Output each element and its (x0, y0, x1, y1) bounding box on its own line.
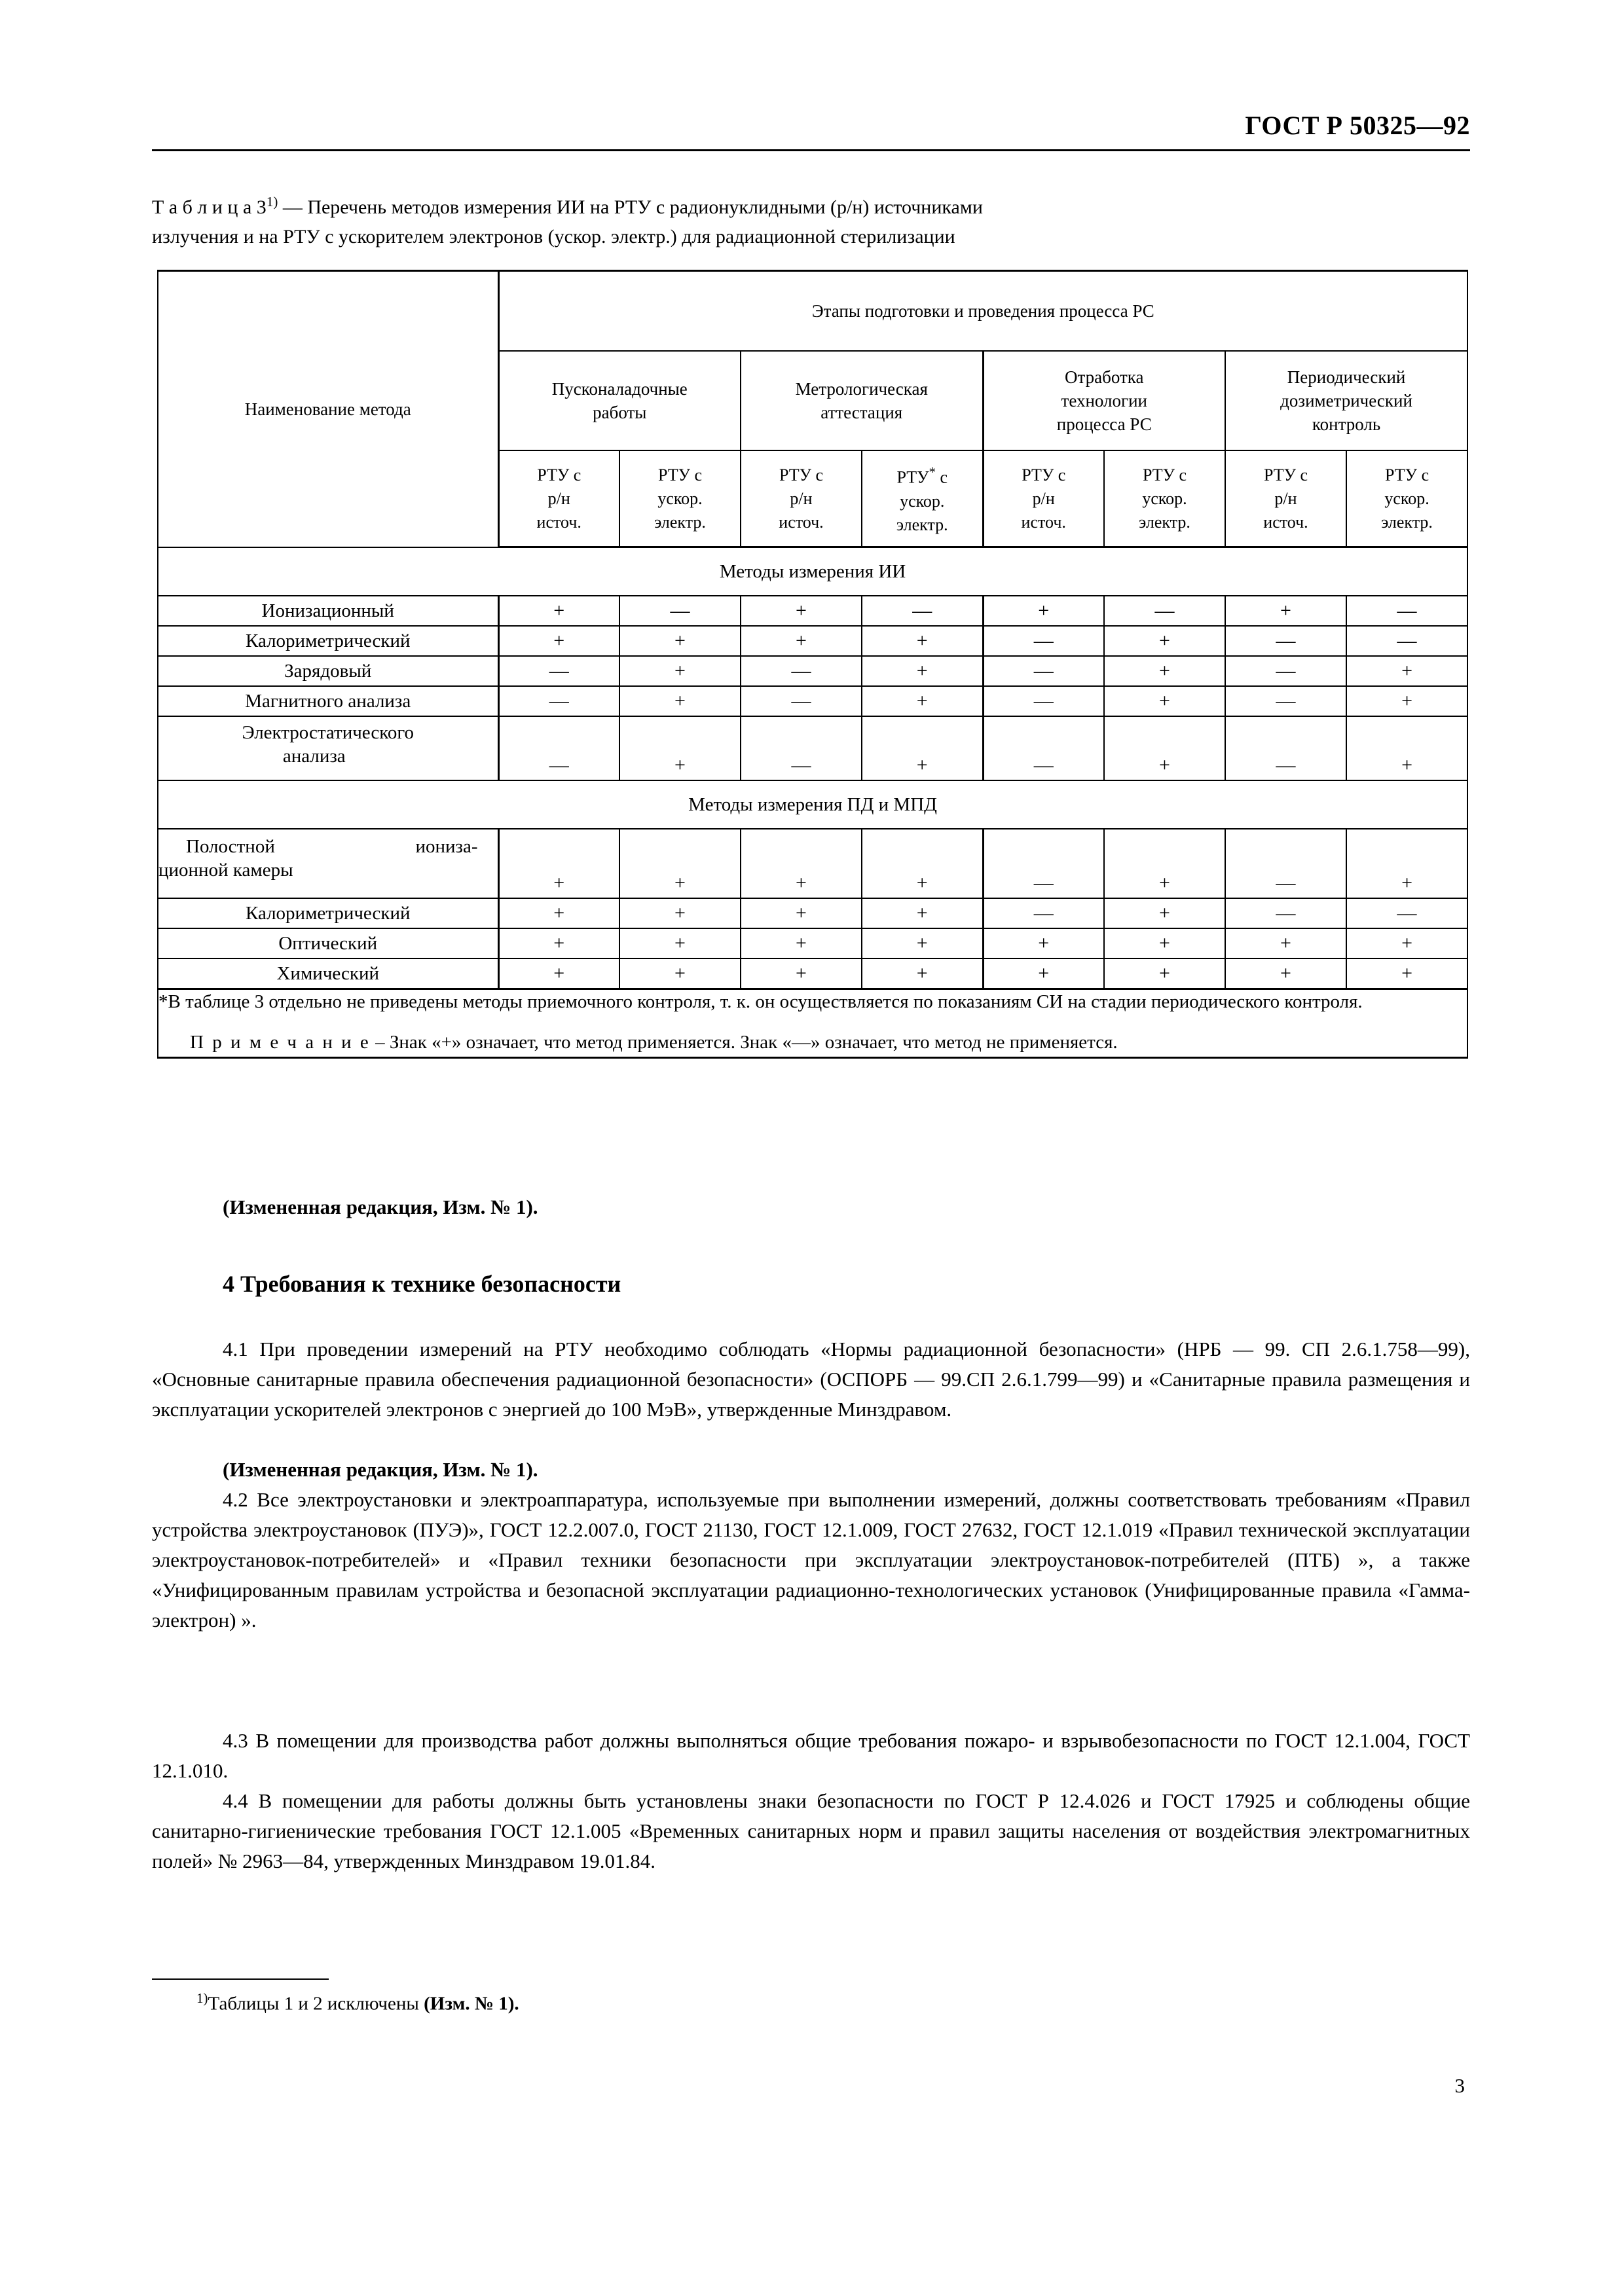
header-group-periodic-control (1225, 351, 1467, 450)
subheader-col-6 (1104, 450, 1225, 547)
subheader-line1: РТУ с (1022, 465, 1066, 484)
cell-value: + (983, 928, 1104, 958)
subheader-line2: р/н (1032, 488, 1055, 508)
section-title-pd: Методы измерения ПД и МПД (158, 780, 1467, 829)
note-body: – Знак «+» означает, что метод применяется. Знак «—» означает, что метод не применяется. (370, 1032, 1118, 1053)
cell-value: + (619, 656, 741, 686)
subheader-line1: РТУ с (1263, 465, 1308, 484)
table-row (158, 596, 1467, 626)
cell-value: + (862, 928, 983, 958)
table-caption-line1: — Перечень методов измерения ИИ на РТУ с радионуклидными (р/н) источниками (278, 196, 983, 218)
subheader-line2: ускор. (1384, 488, 1429, 508)
subheader-line2: ускор. (657, 488, 703, 508)
table-caption-footnote-marker: 1) (266, 194, 278, 210)
cell-value: — (1225, 686, 1346, 716)
section-title-ii: Методы измерения ИИ (158, 547, 1467, 596)
cell-value: — (983, 626, 1104, 656)
cell-value: + (498, 958, 619, 989)
subheader-col-4 (862, 450, 983, 547)
cell-value: — (498, 686, 619, 716)
paragraph-4-1-text: 4.1 При проведении измерений на РТУ необходимо соблюдать «Нормы радиационной безопасности» (НРБ — 99. СП 2.6.1.758—99), «Основные санитарные правила обеспечения радиационной безопасности» (ОСПОРБ — 99.СП 2.6.1.799—99) и «Санитарные правила размещения и эксплуатации ускорителей электронов с энергией до 100 МэВ», утвержденные Минздравом. (152, 1338, 1470, 1421)
footnote-marker: 1) (196, 1990, 208, 2006)
table-row (158, 686, 1467, 716)
revision-note-1: (Измененная редакция, Изм. № 1). (223, 1195, 538, 1218)
cell-value: — (1225, 716, 1346, 780)
cell-value: + (1225, 928, 1346, 958)
cell-value: — (1346, 596, 1467, 626)
method-name-line1: Электростатического (242, 722, 415, 743)
method-name-line2: анализа (282, 746, 346, 767)
cell-value: — (983, 898, 1104, 928)
cell-value: + (862, 898, 983, 928)
table-header-row-super (158, 271, 1467, 352)
subheader-line3: источ. (1021, 512, 1066, 532)
cell-value: — (498, 656, 619, 686)
cell-value: — (983, 686, 1104, 716)
cell-value: + (1104, 716, 1225, 780)
group-label-line2: дозиметрический (1280, 391, 1412, 410)
cell-value: + (498, 596, 619, 626)
cell-value: + (619, 898, 741, 928)
table-row (158, 958, 1467, 989)
method-name: Химический (158, 958, 498, 989)
table-caption-line2: излучения и на РТУ с ускорителем электронов (ускор. электр.) для радиационной стерилизации (152, 226, 955, 247)
group-label-line3: процесса РС (1056, 414, 1152, 434)
page-footnote (196, 1990, 519, 2015)
method-name: Ионизационный (158, 596, 498, 626)
section-title-row-pd (158, 780, 1467, 829)
method-name: Зарядовый (158, 656, 498, 686)
paragraph-4-3-text: 4.3 В помещении для производства работ должны выполняться общие требования пожаро- и взрывобезопасности по ГОСТ 12.1.004, ГОСТ 12.1.010. (152, 1729, 1470, 1782)
cell-value: + (862, 626, 983, 656)
method-name-line1: Полостной иониза- (186, 836, 478, 857)
subheader-asterisk: * (929, 464, 936, 481)
cell-value: + (862, 686, 983, 716)
subheader-line1: РТУ (896, 467, 929, 487)
method-name (158, 829, 498, 898)
cell-value: + (983, 596, 1104, 626)
group-label-line1: Пусконаладочные (551, 379, 688, 399)
cell-value: + (741, 829, 862, 898)
group-label-line2: аттестация (820, 403, 903, 422)
methods-table (157, 270, 1468, 1059)
method-name (158, 716, 498, 780)
subheader-col-5 (983, 450, 1104, 547)
cell-value: + (1346, 829, 1467, 898)
cell-value: — (983, 656, 1104, 686)
cell-value: + (741, 928, 862, 958)
note-label: П р и м е ч а н и е (190, 1032, 371, 1053)
cell-value: — (741, 716, 862, 780)
cell-value: + (1104, 656, 1225, 686)
cell-value: + (619, 626, 741, 656)
cell-value: + (1104, 958, 1225, 989)
group-label-line1: Периодический (1287, 367, 1406, 387)
subheader-col-8 (1346, 450, 1467, 547)
cell-value: + (619, 958, 741, 989)
paragraph-4-2-text: 4.2 Все электроустановки и электроаппаратура, используемые при выполнении измерений, должны соответствовать требованиям «Правил устройства электроустановок (ПУЭ)», ГОСТ 12.2.007.0, ГОСТ 21130, ГОСТ 12.1.009, ГОСТ 27632, ГОСТ 12.1.019 «Правил технической эксплуатации электроустановок-потребителей» и «Правил техники безопасности при эксплуатации электроустановок-потребителей (ПТБ) », а также «Унифицированным правилам устройства и безопасной эксплуатации радиационно-технологических установок (Унифицированные правила «Гамма-электрон) ». (152, 1488, 1470, 1631)
subheader-line1: РТУ с (657, 465, 703, 484)
table-caption (152, 187, 1470, 251)
subheader-col-1 (498, 450, 619, 547)
method-name: Калориметрический (158, 898, 498, 928)
subheader-line3: источ. (536, 512, 581, 532)
cell-value: + (619, 716, 741, 780)
cell-value: + (862, 716, 983, 780)
cell-value: + (862, 829, 983, 898)
subheader-line3: электр. (1139, 512, 1190, 532)
cell-value: + (1225, 596, 1346, 626)
subheader-line3: источ. (779, 512, 824, 532)
cell-value: + (983, 958, 1104, 989)
subheader-line2: р/н (547, 488, 570, 508)
header-method-name: Наименование метода (158, 271, 498, 547)
subheader-suffix: с (936, 467, 948, 487)
cell-value: + (1225, 958, 1346, 989)
table-caption-prefix: Т а б л и ц а 3 (152, 196, 267, 218)
subheader-line2: ускор. (900, 491, 945, 511)
cell-value: + (1104, 928, 1225, 958)
cell-value: + (1104, 686, 1225, 716)
subheader-line2: р/н (790, 488, 813, 508)
cell-value: — (1346, 898, 1467, 928)
paragraph-4-4-text: 4.4 В помещении для работы должны быть установлены знаки безопасности по ГОСТ Р 12.4.026 и ГОСТ 17925 и соблюдены общие санитарно-гигиенические требования ГОСТ 12.1.005 «Временных санитарных норм и правил защиты населения от воздействия электромагнитных полей» № 2963—84, утвержденных Минздравом 19.01.84. (152, 1789, 1470, 1872)
table-row (158, 716, 1467, 780)
method-name: Оптический (158, 928, 498, 958)
cell-value: — (741, 686, 862, 716)
section-title-row-ii (158, 547, 1467, 596)
table-row (158, 898, 1467, 928)
cell-value: — (1346, 626, 1467, 656)
group-label-line1: Метрологическая (795, 379, 928, 399)
cell-value: — (862, 596, 983, 626)
method-name-line2: ционной камеры (158, 860, 293, 881)
cell-value: — (741, 656, 862, 686)
cell-value: — (983, 716, 1104, 780)
cell-value: + (1104, 829, 1225, 898)
cell-value: — (619, 596, 741, 626)
cell-value: + (619, 829, 741, 898)
cell-value: — (1225, 656, 1346, 686)
subheader-line3: электр. (1381, 512, 1433, 532)
subheader-line1: РТУ с (779, 465, 824, 484)
subheader-col-2 (619, 450, 741, 547)
cell-value: + (1346, 686, 1467, 716)
method-name: Магнитного анализа (158, 686, 498, 716)
footnote-revision: (Изм. № 1). (424, 1993, 519, 2014)
subheader-line2: р/н (1274, 488, 1297, 508)
cell-value: — (498, 716, 619, 780)
cell-value: — (1225, 626, 1346, 656)
cell-value: — (983, 829, 1104, 898)
cell-value: + (1346, 958, 1467, 989)
paragraph-4-3 (152, 1726, 1470, 1786)
section-heading-4: 4 Требования к технике безопасности (223, 1271, 621, 1297)
cell-value: + (498, 928, 619, 958)
standard-number: ГОСТ Р 50325—92 (1245, 111, 1470, 140)
table-row (158, 656, 1467, 686)
subheader-line3: электр. (896, 515, 948, 534)
subheader-line1: РТУ с (1142, 465, 1187, 484)
cell-value: + (741, 596, 862, 626)
paragraph-4-2 (152, 1485, 1470, 1635)
header-group-process-development (983, 351, 1225, 450)
cell-value: — (1104, 596, 1225, 626)
group-label-line1: Отработка (1065, 367, 1144, 387)
table-note (158, 1030, 1467, 1054)
table-row (158, 829, 1467, 898)
subheader-line1: РТУ с (537, 465, 581, 484)
cell-value: + (741, 898, 862, 928)
cell-value: + (862, 958, 983, 989)
subheader-line3: электр. (654, 512, 706, 532)
footnote-divider (152, 1978, 329, 1980)
cell-value: + (741, 626, 862, 656)
cell-value: + (1346, 656, 1467, 686)
cell-value: + (1346, 716, 1467, 780)
header-divider (152, 149, 1470, 151)
group-label-line2: технологии (1061, 391, 1147, 410)
table-notes-row (158, 989, 1467, 1058)
page-number: 3 (1454, 2074, 1465, 2097)
cell-value: + (1104, 898, 1225, 928)
method-name: Калориметрический (158, 626, 498, 656)
revision-note-2-text: (Измененная редакция, Изм. № 1). (223, 1458, 538, 1481)
methods-table-container (157, 270, 1467, 1059)
cell-value: + (1346, 928, 1467, 958)
table-notes (158, 989, 1467, 1058)
table-row (158, 626, 1467, 656)
header-group-metrological (741, 351, 983, 450)
cell-value: — (1225, 829, 1346, 898)
paragraph-4-4 (152, 1786, 1470, 1876)
paragraph-4-1 (152, 1334, 1470, 1425)
header-group-commissioning (498, 351, 741, 450)
cell-value: + (498, 626, 619, 656)
subheader-col-3 (741, 450, 862, 547)
footnote-text: Таблицы 1 и 2 исключены (208, 1993, 424, 2014)
group-label-line3: контроль (1312, 414, 1381, 434)
revision-note-2 (152, 1455, 1470, 1485)
cell-value: — (1225, 898, 1346, 928)
table-row (158, 928, 1467, 958)
subheader-line2: ускор. (1142, 488, 1187, 508)
cell-value: + (498, 829, 619, 898)
cell-value: + (498, 898, 619, 928)
subheader-col-7 (1225, 450, 1346, 547)
subheader-line3: источ. (1263, 512, 1308, 532)
header-stages: Этапы подготовки и проведения процесса РС (498, 271, 1467, 352)
table-footnote-asterisk: *В таблице 3 отдельно не приведены методы приемочного контроля, т. к. он осуществляется по показаниям СИ на стадии периодического контроля. (158, 991, 1363, 1012)
cell-value: + (741, 958, 862, 989)
cell-value: + (1104, 626, 1225, 656)
group-label-line2: работы (593, 403, 647, 422)
cell-value: + (619, 928, 741, 958)
cell-value: + (862, 656, 983, 686)
subheader-line1: РТУ с (1385, 465, 1429, 484)
cell-value: + (619, 686, 741, 716)
